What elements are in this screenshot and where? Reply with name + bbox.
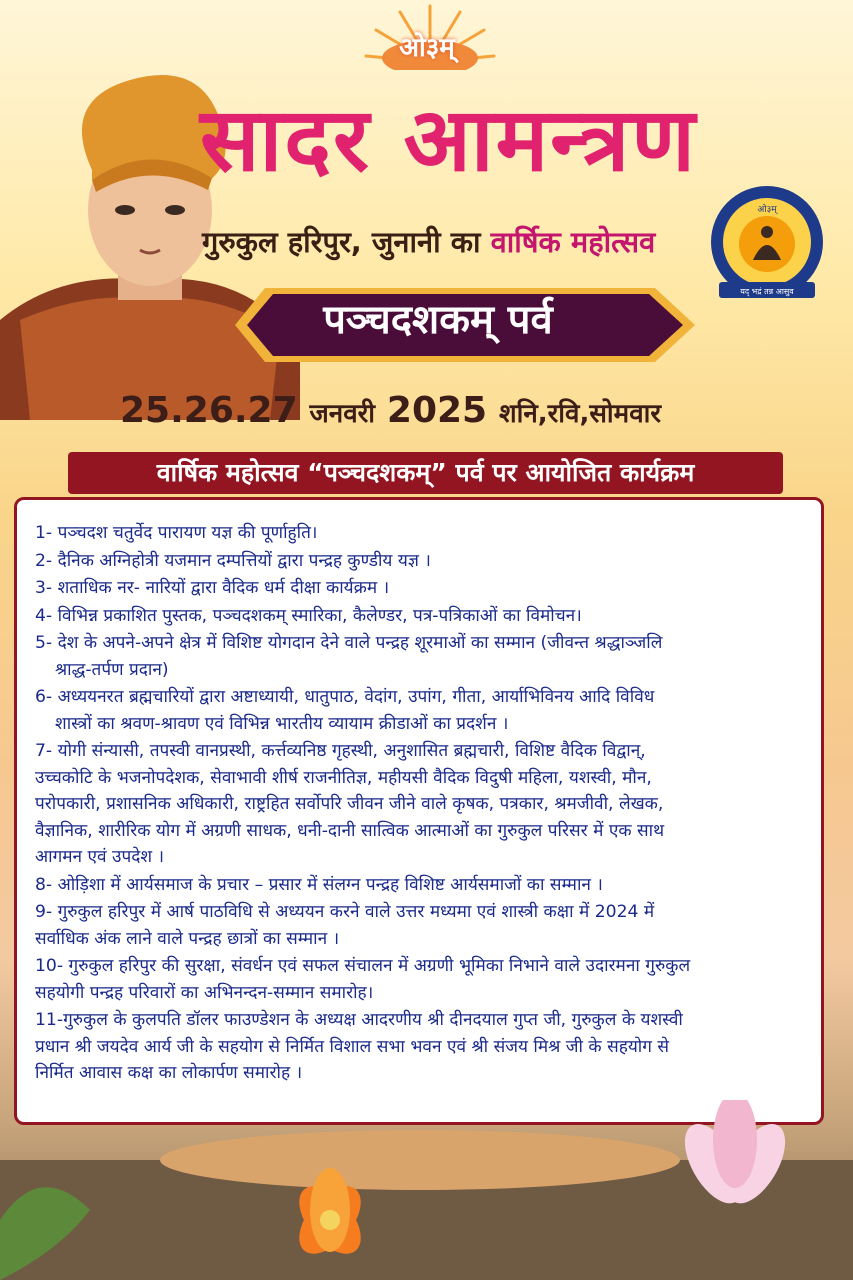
program-item [35,872,803,899]
program-item-continuation: शास्त्रों का श्रवण-श्रावण एवं विभिन्न भारतीय व्यायाम क्रीडाओं का प्रदर्शन । [55,713,509,734]
program-item [35,684,803,737]
program-item-continuation: सर्वाधिक अंक लाने वाले पन्द्रह छात्रों का सम्मान । [35,928,340,949]
program-item-text: 7- योगी संन्यासी, तपस्वी वानप्रस्थी, कर्त्तव्यनिष्ठ गृहस्थी, अनुशासित ब्रह्मचारी, विशिष्ट वैदिक विद्वान्, [35,741,646,761]
seal-motto-text: यद् भद्रं तन्न आसुव [740,287,794,296]
program-item-continuation: निर्मित आवास कक्ष का लोकार्पण समारोह । [35,1063,303,1083]
program-item-text: 5- देश के अपने-अपने क्षेत्र में विशिष्ट योगदान देने वाले पन्द्रह शूरमाओं का सम्मान (जीवन्त श्रद्धाञ्जलि [35,633,663,653]
date-year: 2025 [386,390,488,431]
subtitle [202,222,655,261]
program-item-text: 11-गुरुकुल के कुलपति डॉलर फाउण्डेशन के अध्यक्ष आदरणीय श्री दीनदयाल गुप्त जी, गुरुकुल के यशस्वी [35,1010,683,1030]
seal-om-text: ओ३म् [757,205,777,215]
program-item-continuation: वैज्ञानिक, शारीरिक योग में अग्रणी साधक, धनी-दानी सात्विक आत्माओं का गुरुकुल परिसर में एक साथ [35,820,665,841]
program-item [35,738,803,871]
page-title: सादर आमन्त्रण [200,87,697,191]
festival-banner-title: पञ्चदशकम् पर्व [323,297,553,343]
event-dates [120,390,760,431]
date-days: 25.26.27 [120,390,298,431]
program-list-box [14,497,824,1125]
date-weekdays: शनि,रवि,सोमवार [498,399,662,429]
program-item-text: 1- पञ्चदश चतुर्वेद पारायण यज्ञ की पूर्णाहुति। [35,523,318,543]
program-list [35,520,803,1087]
program-item-continuation: उच्चकोटि के भजनोपदेशक, सेवाभावी शीर्ष राजनीतिज्ञ, महीयसी वैदिक विदुषी महिला, यशस्वी, मौन, [35,767,652,788]
program-item [35,899,803,952]
program-item-continuation: परोपकारी, प्रशासनिक अधिकारी, राष्ट्रहित सर्वोपरि जीवन जीने वाले कृषक, पत्रकार, श्रमजीवी, लेखक, [35,794,664,814]
om-badge: ओ३म् [399,33,455,63]
program-section-title: वार्षिक महोत्सव “पञ्चदशकम्” पर्व पर आयोजित कार्यक्रम [68,452,783,494]
lotus-scene-decoration [0,1100,853,1280]
program-item-text: 3- शताधिक नर- नारियों द्वारा वैदिक धर्म दीक्षा कार्यक्रम । [35,578,390,598]
program-item-text: 4- विभिन्न प्रकाशित पुस्तक, पञ्चदशकम् स्मारिका, कैलेण्डर, पत्र-पत्रिकाओं का विमोचन। [35,605,582,626]
date-month: जनवरी [309,399,376,429]
program-item [35,520,803,547]
program-item-text: 10- गुरुकुल हरिपुर की सुरक्षा, संवर्धन एवं सफल संचालन में अग्रणी भूमिका निभाने वाले उदारमना गुरुकुल [35,956,691,976]
program-item [35,603,803,630]
program-item-text: 6- अध्ययनरत ब्रह्मचारियों द्वारा अष्टाध्यायी, धातुपाठ, वेदांग, उपांग, गीता, आर्याभिविनय आदि विविध [35,687,655,707]
program-item-continuation: श्राद्ध-तर्पण प्रदान) [55,659,169,680]
program-item-text: 9- गुरुकुल हरिपुर में आर्ष पाठविधि से अध्ययन करने वाले उत्तर मध्यमा एवं शास्त्री कक्षा में 2024 में [35,902,655,922]
program-item-text: 8- ओड़िशा में आर्यसमाज के प्रचार – प्रसार में संलग्न पन्द्रह विशिष्ट आर्यसमाजों का सम्मान । [35,874,603,895]
program-item [35,548,803,575]
program-item-text: 2- दैनिक अग्निहोत्री यजमान दम्पत्तियों द्वारा पन्द्रह कुण्डीय यज्ञ । [35,550,431,571]
program-item [35,575,803,602]
program-item [35,953,803,1006]
program-item [35,1007,803,1087]
subtitle-main: गुरुकुल हरिपुर, जुनानी का [202,225,481,259]
gurukul-seal-logo [705,182,829,306]
program-item [35,630,803,683]
program-item-continuation: सहयोगी पन्द्रह परिवारों का अभिनन्दन-सम्मान समारोह। [35,982,374,1003]
subtitle-accent: वार्षिक महोत्सव [490,225,656,259]
program-item-continuation: आगमन एवं उपदेश । [35,847,165,867]
program-item-continuation: प्रधान श्री जयदेव आर्य जी के सहयोग से निर्मित विशाल सभा भवन एवं श्री संजय मिश्र जी के सहयोग से [35,1036,670,1057]
